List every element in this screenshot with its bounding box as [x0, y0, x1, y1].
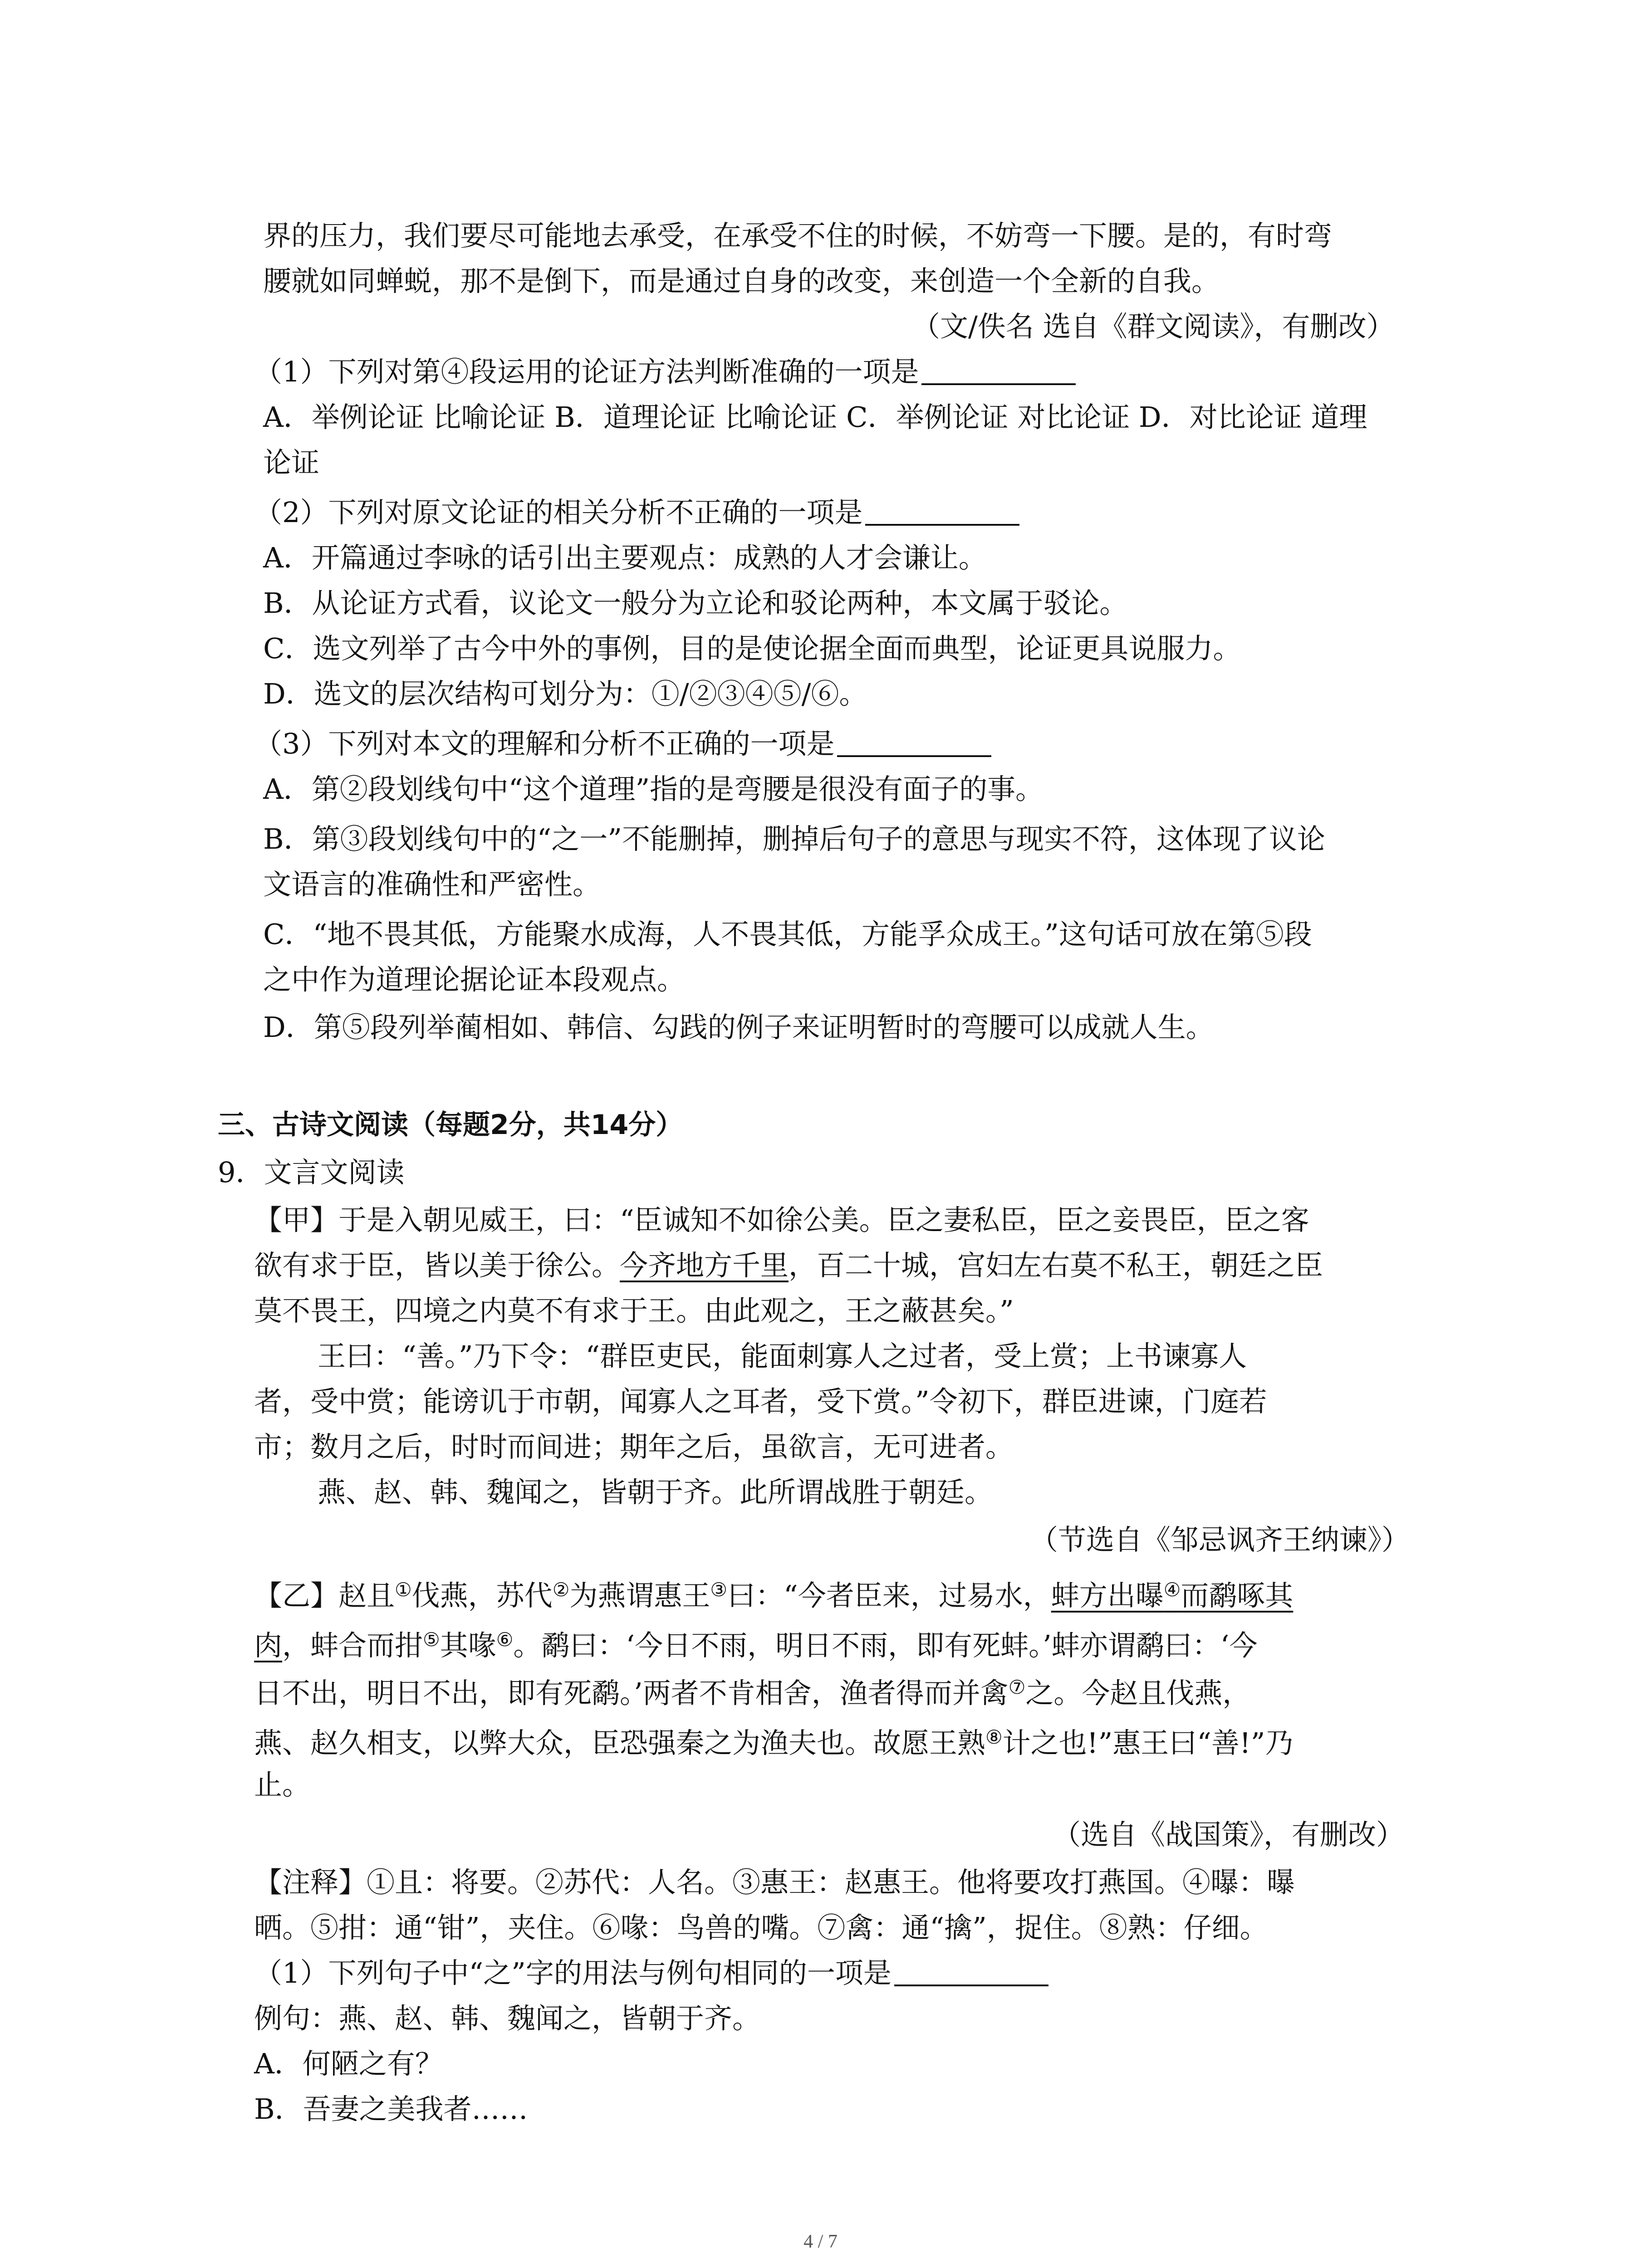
passage-jia: 欲有求于臣，皆以美于徐公。今齐地方千里，百二十城，宫妇左右莫不私王，朝廷之臣 — [254, 1249, 1323, 1282]
option-d: D．第⑤段列举蔺相如、韩信、勾践的例子来证明暂时的弯腰可以成就人生。 — [263, 1011, 1214, 1044]
option-d: D．选文的层次结构可划分为：①/②③④⑤/⑥。 — [263, 677, 867, 710]
question-stem: （1）下列句子中“之”字的用法与例句相同的一项是 — [254, 1955, 1048, 1991]
option-a: A．第②段划线句中“这个道理”指的是弯腰是很没有面子的事。 — [263, 772, 1044, 806]
answer-blank[interactable] — [865, 496, 1019, 526]
annotation-notes: 【注释】①且：将要。②苏代：人名。③惠王：赵惠王。他将要攻打燕国。④曝：曝 — [254, 1866, 1295, 1899]
question-title: 9．文言文阅读 — [218, 1156, 405, 1189]
passage-yi: 止。 — [254, 1768, 311, 1801]
passage-jia: 燕、赵、韩、魏闻之，皆朝于齐。此所谓战胜于朝廷。 — [318, 1476, 993, 1509]
passage-text: 腰就如同蝉蜕，那不是倒下，而是通过自身的改变，来创造一个全新的自我。 — [263, 264, 1220, 298]
option-c: 之中作为道理论据论证本段观点。 — [263, 963, 686, 996]
option-a: A．开篇通过李咏的话引出主要观点：成熟的人才会谦让。 — [263, 541, 987, 574]
passage-jia: 王曰：“善。”乃下令：“群臣吏民，能面刺寡人之过者，受上赏；上书谏寡人 — [318, 1339, 1247, 1373]
passage-yi: 日不出，明日不出，即有死鹬。’两者不肯相舍，渔者得而并禽⑦之。今赵且伐燕， — [254, 1676, 1251, 1710]
passage-source: （文/佚名 选自《群文阅读》，有删改） — [912, 310, 1395, 343]
passage-yi: 燕、赵久相支，以弊大众，臣恐强秦之为渔夫也。故愿王熟⑧计之也!”惠王曰“善!”乃 — [254, 1726, 1293, 1760]
underlined-sentence: 今齐地方千里 — [620, 1249, 789, 1282]
page-number: 4 / 7 — [803, 2231, 838, 2252]
question-stem: （3）下列对本文的理解和分析不正确的一项是 — [254, 726, 991, 762]
option-b: B．从论证方式看，议论文一般分为立论和驳论两种，本文属于驳论。 — [263, 587, 1128, 620]
option-line: 论证 — [263, 446, 320, 479]
answer-blank[interactable] — [837, 727, 991, 757]
annotation-notes: 晒。⑤拑：通“钳”，夹住。⑥喙：鸟兽的嘴。⑦禽：通“擒”，捉住。⑧熟：仔细。 — [254, 1911, 1268, 1944]
option-a: A．何陋之有？ — [254, 2047, 443, 2080]
passage-jia: 市；数月之后，时时而间进；期年之后，虽欲言，无可进者。 — [254, 1430, 1014, 1463]
underlined-sentence: 蚌方出曝④而鹬啄其 — [1051, 1579, 1293, 1612]
answer-blank[interactable] — [894, 1956, 1048, 1986]
option-c: C．选文列举了古今中外的事例，目的是使论据全面而典型，论证更具说服力。 — [263, 632, 1241, 665]
passage-text: 界的压力，我们要尽可能地去承受，在承受不住的时候，不妨弯一下腰。是的，有时弯 — [263, 219, 1332, 252]
option-c: C．“地不畏其低，方能聚水成海，人不畏其低，方能孚众成王。”这句话可放在第⑤段 — [263, 918, 1312, 951]
example-sentence: 例句：燕、赵、韩、魏闻之，皆朝于齐。 — [254, 2002, 761, 2035]
passage-yi: 【乙】赵且①伐燕，苏代②为燕谓惠王③曰：“今者臣来，过易水，蚌方出曝④而鹬啄其 — [254, 1579, 1293, 1612]
section-heading: 三、古诗文阅读（每题2分，共14分） — [218, 1109, 683, 1141]
question-stem: （2）下列对原文论证的相关分析不正确的一项是 — [254, 494, 1019, 531]
answer-blank[interactable] — [921, 355, 1076, 385]
passage-yi: 肉，蚌合而拑⑤其喙⑥。鹬曰：‘今日不雨，明日不雨，即有死蚌。’蚌亦谓鹬曰：‘今 — [254, 1628, 1258, 1662]
option-b: 文语言的准确性和严密性。 — [263, 868, 601, 901]
option-b: B．吾妻之美我者…… — [254, 2092, 528, 2126]
passage-source: （节选自《邹忌讽齐王纳谏》） — [1030, 1523, 1410, 1556]
passage-source: （选自《战国策》，有删改） — [1053, 1818, 1405, 1851]
passage-jia: 【甲】于是入朝见威王，曰：“臣诚知不如徐公美。臣之妻私臣，臣之妾畏臣，臣之客 — [254, 1203, 1309, 1237]
question-stem: （1）下列对第④段运用的论证方法判断准确的一项是 — [254, 354, 1076, 390]
option-b: B．第③段划线句中的“之一”不能删掉，删掉后句子的意思与现实不符，这体现了议论 — [263, 822, 1325, 855]
passage-jia: 者，受中赏；能谤讥于市朝，闻寡人之耳者，受下赏。”令初下，群臣进谏，门庭若 — [254, 1385, 1267, 1418]
underlined-sentence: 肉 — [254, 1629, 283, 1662]
passage-jia: 莫不畏王，四境之内莫不有求于王。由此观之，王之蔽甚矣。” — [254, 1294, 1014, 1327]
option-line: A．举例论证 比喻论证 B．道理论证 比喻论证 C．举例论证 对比论证 D．对比论证 道理 — [263, 401, 1367, 434]
